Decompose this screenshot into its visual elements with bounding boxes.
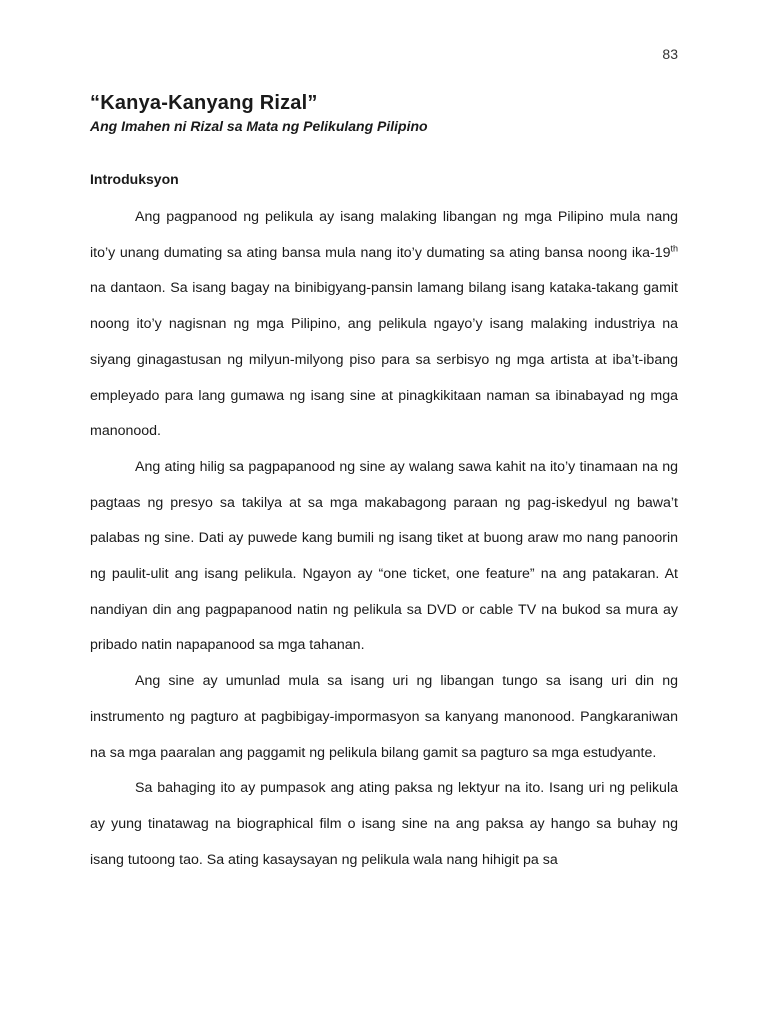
section-heading: Introduksyon <box>90 171 179 187</box>
paragraph-1 <box>90 200 678 450</box>
paragraph-4: Sa bahaging ito ay pumpasok ang ating paksa ng lektyur na ito. Isang uri ng pelikula ay yung tinatawag na biographical film o isang sine na ang paksa ay hango sa buhay ng isang tutoong tao. Sa ating kasaysayan ng pelikula wala nang hihigit pa sa <box>90 780 678 868</box>
document-subtitle: Ang Imahen ni Rizal sa Mata ng Pelikulang Pilipino <box>90 118 428 134</box>
page-number: 83 <box>662 46 678 62</box>
document-title: “Kanya-Kanyang Rizal” <box>90 92 318 114</box>
ordinal-superscript: th <box>670 242 678 253</box>
body-text <box>90 200 678 878</box>
paragraph-1-text-after: na dantaon. Sa isang bagay na binibigyang-pansin lamang bilang isang kataka-takang gamit noong ito’y nagisnan ng mga Pilipino, ang pelikula ngayo’y isang malaking industriya na siyang ginagastusan ng milyun-milyong piso para sa serbisyo ng mga artista at iba’t-ibang empleyado para lang gumawa ng isang sine at pinagkikitaan naman sa ibinabayad ng mga manonood. <box>90 280 678 440</box>
paragraph-2: Ang ating hilig sa pagpapanood ng sine ay walang sawa kahit na ito’y tinamaan na ng pagtaas ng presyo sa takilya at sa mga makabagong paraan ng pag-iskedyul ng bawa’t palabas ng sine. Dati ay puwede kang bumili ng isang tiket at buong araw mo nang panoorin ng paulit-ulit ang isang pelikula. Ngayon ay “one ticket, one feature” na ang patakaran. At nandiyan din ang pagpapanood natin ng pelikula sa DVD or cable TV na bukod sa mura ay pribado natin napapanood sa mga tahanan. <box>90 458 678 654</box>
paragraph-3: Ang sine ay umunlad mula sa isang uri ng libangan tungo sa isang uri din ng instrumento ng pagturo at pagbibigay-impormasyon sa kanyang manonood. Pangkaraniwan na sa mga paaralan ang paggamit ng pelikula bilang gamit sa pagturo sa mga estudyante. <box>90 673 678 761</box>
paragraph-1-text-before: Ang pagpanood ng pelikula ay isang malaking libangan ng mga Pilipino mula nang ito’y unang dumating sa ating bansa mula nang ito’y dumating sa ating bansa noong ika-19 <box>90 209 678 261</box>
